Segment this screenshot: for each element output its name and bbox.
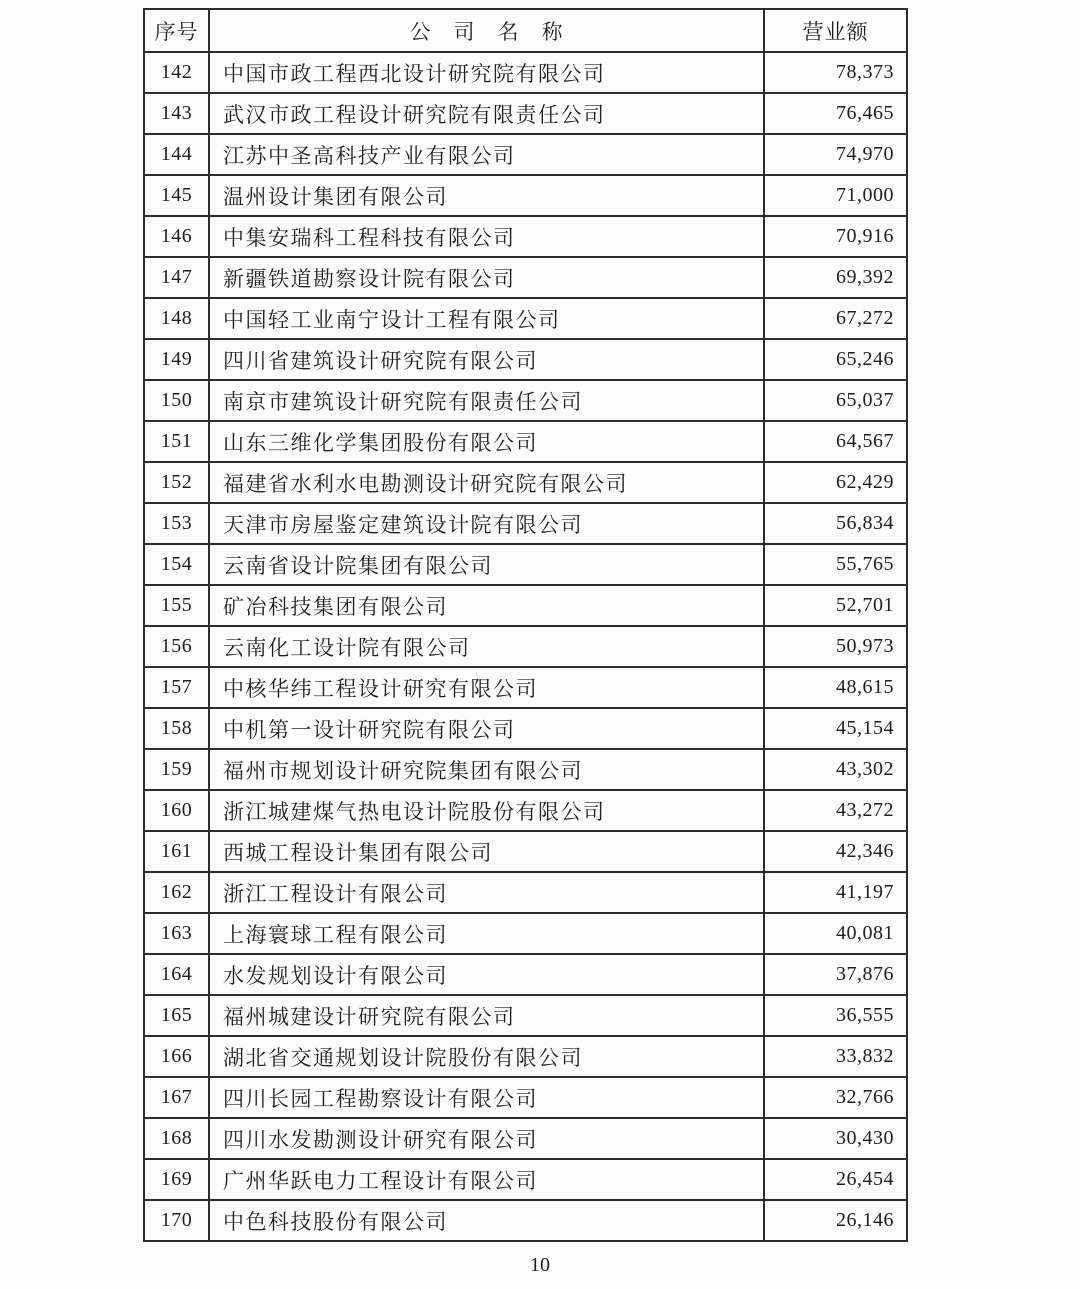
company-name-cell: 四川长园工程勘察设计有限公司: [209, 1077, 764, 1118]
company-name-cell: 浙江城建煤气热电设计院股份有限公司: [209, 790, 764, 831]
page-number: 10: [530, 1254, 550, 1276]
revenue-cell: 62,429: [764, 462, 907, 503]
revenue-cell: 43,302: [764, 749, 907, 790]
table-row: [144, 52, 907, 93]
column-header-rank: 序号: [144, 9, 209, 52]
rank-cell: 142: [144, 52, 209, 93]
table-row: [144, 339, 907, 380]
revenue-cell: 48,615: [764, 667, 907, 708]
rank-cell: 150: [144, 380, 209, 421]
table-body: [144, 52, 907, 1241]
revenue-cell: 52,701: [764, 585, 907, 626]
company-name-cell: 水发规划设计有限公司: [209, 954, 764, 995]
rank-cell: 155: [144, 585, 209, 626]
table-row: [144, 1159, 907, 1200]
table-row: [144, 831, 907, 872]
header-row: [144, 9, 907, 52]
revenue-cell: 26,146: [764, 1200, 907, 1241]
column-header-revenue: 营业额: [764, 9, 907, 52]
company-name-cell: 四川省建筑设计研究院有限公司: [209, 339, 764, 380]
rank-cell: 160: [144, 790, 209, 831]
table-row: [144, 462, 907, 503]
table-row: [144, 749, 907, 790]
table-row: [144, 257, 907, 298]
rank-cell: 168: [144, 1118, 209, 1159]
table-row: [144, 954, 907, 995]
revenue-cell: 71,000: [764, 175, 907, 216]
revenue-cell: 78,373: [764, 52, 907, 93]
company-name-cell: 西城工程设计集团有限公司: [209, 831, 764, 872]
company-name-cell: 中机第一设计研究院有限公司: [209, 708, 764, 749]
rank-cell: 154: [144, 544, 209, 585]
company-name-cell: 中色科技股份有限公司: [209, 1200, 764, 1241]
table-row: [144, 913, 907, 954]
revenue-cell: 64,567: [764, 421, 907, 462]
rank-cell: 146: [144, 216, 209, 257]
table-row: [144, 503, 907, 544]
rank-cell: 162: [144, 872, 209, 913]
rank-cell: 166: [144, 1036, 209, 1077]
company-name-cell: 温州设计集团有限公司: [209, 175, 764, 216]
table-row: [144, 708, 907, 749]
company-name-cell: 中集安瑞科工程科技有限公司: [209, 216, 764, 257]
table-row: [144, 216, 907, 257]
table-row: [144, 544, 907, 585]
company-name-cell: 南京市建筑设计研究院有限责任公司: [209, 380, 764, 421]
table-row: [144, 421, 907, 462]
revenue-cell: 43,272: [764, 790, 907, 831]
revenue-cell: 36,555: [764, 995, 907, 1036]
rank-cell: 169: [144, 1159, 209, 1200]
rank-cell: 158: [144, 708, 209, 749]
company-name-cell: 中国轻工业南宁设计工程有限公司: [209, 298, 764, 339]
table-row: [144, 585, 907, 626]
company-name-cell: 湖北省交通规划设计院股份有限公司: [209, 1036, 764, 1077]
rank-cell: 156: [144, 626, 209, 667]
table-row: [144, 626, 907, 667]
revenue-cell: 70,916: [764, 216, 907, 257]
table-row: [144, 134, 907, 175]
revenue-cell: 32,766: [764, 1077, 907, 1118]
rank-cell: 144: [144, 134, 209, 175]
table-row: [144, 1036, 907, 1077]
company-name-cell: 中国市政工程西北设计研究院有限公司: [209, 52, 764, 93]
company-name-cell: 武汉市政工程设计研究院有限责任公司: [209, 93, 764, 134]
rank-cell: 143: [144, 93, 209, 134]
revenue-cell: 69,392: [764, 257, 907, 298]
table-row: [144, 790, 907, 831]
table-row: [144, 93, 907, 134]
revenue-cell: 65,037: [764, 380, 907, 421]
table-row: [144, 380, 907, 421]
table-row: [144, 1200, 907, 1241]
company-name-cell: 新疆铁道勘察设计院有限公司: [209, 257, 764, 298]
company-name-cell: 福州市规划设计研究院集团有限公司: [209, 749, 764, 790]
company-name-cell: 中核华纬工程设计研究有限公司: [209, 667, 764, 708]
revenue-cell: 33,832: [764, 1036, 907, 1077]
rank-cell: 149: [144, 339, 209, 380]
company-name-cell: 云南省设计院集团有限公司: [209, 544, 764, 585]
table-row: [144, 995, 907, 1036]
company-revenue-table: [143, 8, 908, 1242]
revenue-cell: 67,272: [764, 298, 907, 339]
rank-cell: 145: [144, 175, 209, 216]
revenue-cell: 40,081: [764, 913, 907, 954]
column-header-company-name: 公 司 名 称: [209, 9, 764, 52]
revenue-cell: 55,765: [764, 544, 907, 585]
revenue-cell: 37,876: [764, 954, 907, 995]
table-header: [144, 9, 907, 52]
company-name-cell: 矿冶科技集团有限公司: [209, 585, 764, 626]
rank-cell: 165: [144, 995, 209, 1036]
company-name-cell: 山东三维化学集团股份有限公司: [209, 421, 764, 462]
revenue-cell: 26,454: [764, 1159, 907, 1200]
revenue-cell: 45,154: [764, 708, 907, 749]
company-name-cell: 福州城建设计研究院有限公司: [209, 995, 764, 1036]
rank-cell: 159: [144, 749, 209, 790]
rank-cell: 151: [144, 421, 209, 462]
revenue-cell: 30,430: [764, 1118, 907, 1159]
revenue-cell: 65,246: [764, 339, 907, 380]
company-name-cell: 上海寰球工程有限公司: [209, 913, 764, 954]
company-name-cell: 广州华跃电力工程设计有限公司: [209, 1159, 764, 1200]
company-name-cell: 江苏中圣高科技产业有限公司: [209, 134, 764, 175]
revenue-cell: 74,970: [764, 134, 907, 175]
rank-cell: 157: [144, 667, 209, 708]
rank-cell: 167: [144, 1077, 209, 1118]
company-name-cell: 四川水发勘测设计研究有限公司: [209, 1118, 764, 1159]
company-name-cell: 福建省水利水电勘测设计研究院有限公司: [209, 462, 764, 503]
revenue-cell: 42,346: [764, 831, 907, 872]
rank-cell: 148: [144, 298, 209, 339]
rank-cell: 161: [144, 831, 209, 872]
rank-cell: 147: [144, 257, 209, 298]
rank-cell: 170: [144, 1200, 209, 1241]
table-row: [144, 175, 907, 216]
table-row: [144, 872, 907, 913]
revenue-cell: 56,834: [764, 503, 907, 544]
company-name-cell: 天津市房屋鉴定建筑设计院有限公司: [209, 503, 764, 544]
revenue-cell: 50,973: [764, 626, 907, 667]
company-name-cell: 云南化工设计院有限公司: [209, 626, 764, 667]
rank-cell: 153: [144, 503, 209, 544]
table-row: [144, 1118, 907, 1159]
revenue-cell: 76,465: [764, 93, 907, 134]
rank-cell: 163: [144, 913, 209, 954]
rank-cell: 164: [144, 954, 209, 995]
revenue-cell: 41,197: [764, 872, 907, 913]
company-name-cell: 浙江工程设计有限公司: [209, 872, 764, 913]
table-row: [144, 1077, 907, 1118]
table-row: [144, 667, 907, 708]
rank-cell: 152: [144, 462, 209, 503]
table-row: [144, 298, 907, 339]
